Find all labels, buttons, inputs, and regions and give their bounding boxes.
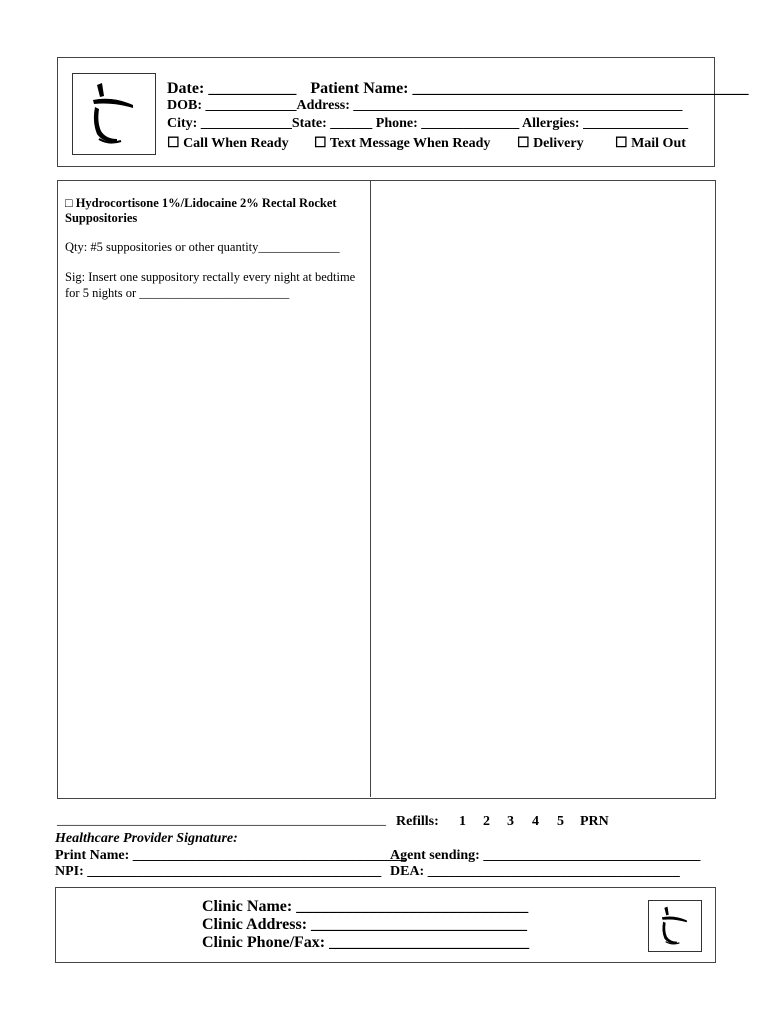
refill-option-5[interactable]: 5 <box>557 814 564 829</box>
refill-option-2[interactable]: 2 <box>483 814 490 829</box>
option-label: Mail Out <box>631 136 686 151</box>
pharmacy-logo <box>72 73 156 155</box>
dea-field[interactable]: DEA: ____________________________________ <box>390 864 680 879</box>
option-mail-out[interactable] <box>615 135 686 152</box>
signature-label: Healthcare Provider Signature: <box>55 831 238 846</box>
patient-name-field[interactable]: Patient Name: __________________________________________ <box>310 80 749 97</box>
option-label: Call When Ready <box>183 136 289 151</box>
refill-option-4[interactable]: 4 <box>532 814 539 829</box>
signature-line[interactable]: _______________________________________________ <box>57 813 386 828</box>
option-call-when-ready[interactable] <box>167 135 289 152</box>
option-label: Delivery <box>533 136 584 151</box>
agent-sending-field[interactable]: Agent sending: _______________________________ <box>390 848 701 863</box>
option-delivery[interactable] <box>517 135 584 152</box>
pharmacy-logo-small <box>648 900 702 952</box>
date-field[interactable]: Date: ___________ <box>167 80 297 97</box>
checkbox-icon[interactable]: ☐ <box>517 136 530 151</box>
refills-label: Refills: <box>396 814 439 829</box>
drug-option[interactable] <box>65 196 337 211</box>
sig-line1: Sig: Insert one suppository rectally every night at bedtime <box>65 270 356 284</box>
refill-option-3[interactable]: 3 <box>507 814 514 829</box>
clinic-address-field[interactable]: Clinic Address: ___________________________ <box>202 916 528 933</box>
sig-line2-field[interactable]: for 5 nights or ________________________ <box>65 286 290 300</box>
quantity-field[interactable]: Qty: #5 suppositories or other quantity_____________ <box>65 240 340 254</box>
checkbox-icon[interactable]: ☐ <box>314 136 327 151</box>
checkbox-icon[interactable]: □ <box>65 196 73 210</box>
clinic-name-field[interactable]: Clinic Name: _____________________________ <box>202 898 529 915</box>
drug-name-line2: Suppositories <box>65 211 138 225</box>
option-text-message[interactable] <box>314 135 490 152</box>
mortar-pestle-logo-icon <box>73 74 155 154</box>
city-state-phone-allergies-field[interactable]: City: _____________State: ______ Phone: ______________ Allergies: _______________ <box>167 116 689 131</box>
refill-option-1[interactable]: 1 <box>459 814 466 829</box>
mortar-pestle-logo-icon <box>649 901 701 951</box>
drug-name-line1: Hydrocortisone 1%/Lidocaine 2% Rectal Rocket <box>75 196 337 210</box>
checkbox-icon[interactable]: ☐ <box>167 136 180 151</box>
checkbox-icon[interactable]: ☐ <box>615 136 628 151</box>
clinic-phone-fax-field[interactable]: Clinic Phone/Fax: _________________________ <box>202 934 530 951</box>
npi-field[interactable]: NPI: __________________________________________ <box>55 864 382 879</box>
prescription-column-divider <box>370 180 371 797</box>
refill-option-prn[interactable]: PRN <box>580 814 609 829</box>
option-label: Text Message When Ready <box>329 136 491 151</box>
dob-address-field[interactable]: DOB: _____________Address: _______________________________________________ <box>167 98 683 113</box>
print-name-field[interactable]: Print Name: _______________________________________ <box>55 848 406 863</box>
